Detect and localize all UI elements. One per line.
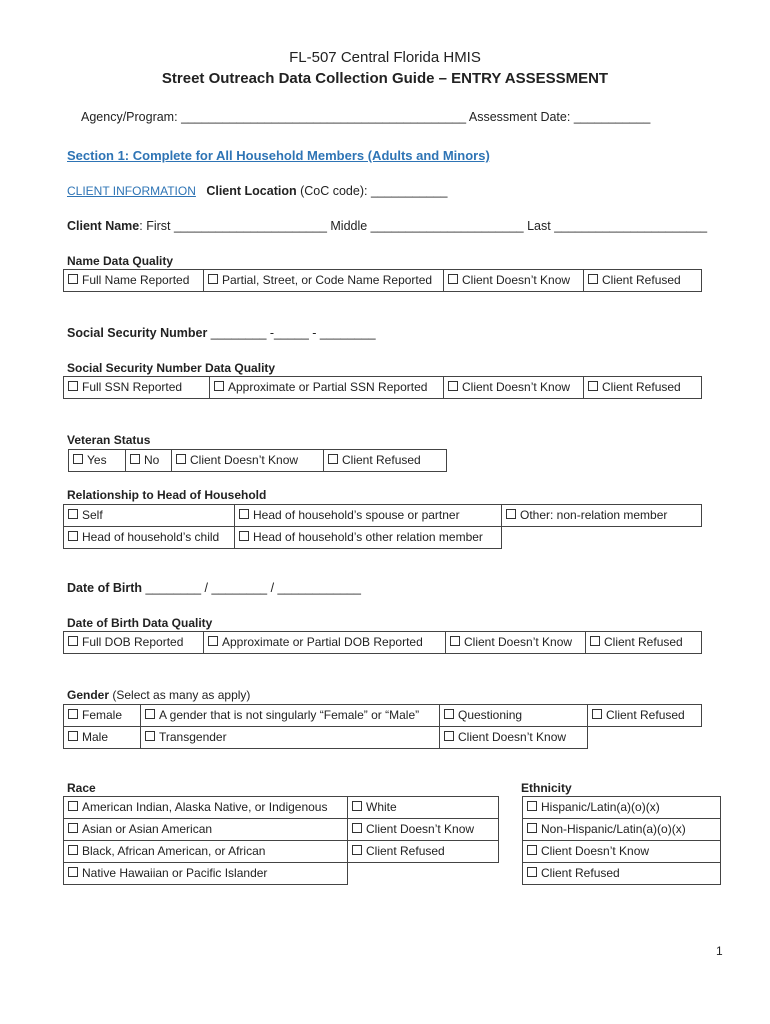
- assessment-date-label: Assessment Date:: [468, 110, 571, 124]
- relationship-option[interactable]: Head of household’s other relation member: [235, 527, 502, 549]
- checkbox-icon[interactable]: [448, 381, 458, 391]
- gender-hint: (Select as many as apply): [109, 688, 251, 702]
- relationship-option[interactable]: Head of household’s child: [64, 527, 235, 549]
- checkbox-icon[interactable]: [176, 454, 186, 464]
- checkbox-icon[interactable]: [73, 454, 83, 464]
- ssn-field[interactable]: ________ -_____ - ________: [207, 326, 376, 340]
- checkbox-icon[interactable]: [450, 636, 460, 646]
- ssn-dq-option[interactable]: Approximate or Partial SSN Reported: [210, 377, 444, 399]
- checkbox-icon[interactable]: [68, 823, 78, 833]
- client-information-link[interactable]: CLIENT INFORMATION: [67, 184, 196, 198]
- veteran-option[interactable]: No: [126, 450, 172, 472]
- dob-dq-option[interactable]: Full DOB Reported: [64, 632, 204, 654]
- empty-cell: [502, 527, 702, 549]
- checkbox-icon[interactable]: [448, 274, 458, 284]
- checkbox-icon[interactable]: [444, 731, 454, 741]
- veteran-option[interactable]: Client Doesn’t Know: [172, 450, 324, 472]
- race-option[interactable]: Black, African American, or African: [64, 841, 348, 863]
- checkbox-icon[interactable]: [590, 636, 600, 646]
- checkbox-icon[interactable]: [68, 636, 78, 646]
- ssn-dq-option[interactable]: Client Doesn’t Know: [444, 377, 584, 399]
- name-dq-option[interactable]: Client Doesn’t Know: [444, 270, 584, 292]
- checkbox-icon[interactable]: [352, 823, 362, 833]
- checkbox-icon[interactable]: [214, 381, 224, 391]
- race-option[interactable]: American Indian, Alaska Native, or Indigenous: [64, 797, 348, 819]
- checkbox-icon[interactable]: [68, 867, 78, 877]
- empty-cell: [588, 727, 702, 749]
- dob-label: Date of Birth: [67, 581, 142, 595]
- relationship-option[interactable]: Self: [64, 505, 235, 527]
- ssn-dq-heading: Social Security Number Data Quality: [67, 361, 276, 375]
- checkbox-icon[interactable]: [68, 381, 78, 391]
- checkbox-icon[interactable]: [527, 867, 537, 877]
- name-dq-heading: Name Data Quality: [67, 254, 174, 268]
- checkbox-icon[interactable]: [328, 454, 338, 464]
- gender-option[interactable]: Questioning: [440, 705, 588, 727]
- checkbox-icon[interactable]: [68, 531, 78, 541]
- client-location-label: Client Location: [206, 184, 297, 198]
- name-dq-option[interactable]: Partial, Street, or Code Name Reported: [204, 270, 444, 292]
- checkbox-icon[interactable]: [352, 845, 362, 855]
- race-heading: Race: [67, 781, 96, 795]
- gender-heading-line: [67, 688, 250, 702]
- veteran-option[interactable]: Client Refused: [324, 450, 447, 472]
- client-name-label: Client Name: [67, 219, 140, 233]
- checkbox-icon[interactable]: [506, 509, 516, 519]
- checkbox-icon[interactable]: [588, 274, 598, 284]
- checkbox-icon[interactable]: [68, 801, 78, 811]
- veteran-table: [68, 449, 447, 472]
- agency-field[interactable]: _________________________________________: [181, 110, 467, 124]
- gender-option[interactable]: Female: [64, 705, 141, 727]
- race-option[interactable]: Native Hawaiian or Pacific Islander: [64, 863, 348, 885]
- checkbox-icon[interactable]: [130, 454, 140, 464]
- name-dq-table: [63, 269, 702, 292]
- checkbox-icon[interactable]: [68, 845, 78, 855]
- veteran-option[interactable]: Yes: [69, 450, 126, 472]
- ethnicity-table: [522, 796, 721, 885]
- checkbox-icon[interactable]: [592, 709, 602, 719]
- ssn-dq-option[interactable]: Full SSN Reported: [64, 377, 210, 399]
- checkbox-icon[interactable]: [527, 801, 537, 811]
- relationship-option[interactable]: Other: non-relation member: [502, 505, 702, 527]
- ssn-line: [67, 326, 376, 340]
- dob-dq-heading: Date of Birth Data Quality: [67, 616, 213, 630]
- ethnicity-option[interactable]: Hispanic/Latin(a)(o)(x): [523, 797, 721, 819]
- checkbox-icon[interactable]: [588, 381, 598, 391]
- checkbox-icon[interactable]: [239, 509, 249, 519]
- gender-option[interactable]: A gender that is not singularly “Female” or “Male”: [141, 705, 440, 727]
- checkbox-icon[interactable]: [68, 274, 78, 284]
- client-name-fields[interactable]: : First ______________________ Middle ______________________ Last ______________________: [139, 219, 708, 233]
- ethnicity-option[interactable]: Client Refused: [523, 863, 721, 885]
- race-option[interactable]: Asian or Asian American: [64, 819, 348, 841]
- checkbox-icon[interactable]: [239, 531, 249, 541]
- checkbox-icon[interactable]: [145, 731, 155, 741]
- form-subtitle: Street Outreach Data Collection Guide – ENTRY ASSESSMENT: [161, 70, 609, 87]
- ssn-dq-option[interactable]: Client Refused: [584, 377, 702, 399]
- agency-label: Agency/Program:: [81, 110, 178, 124]
- dob-dq-option[interactable]: Client Refused: [586, 632, 702, 654]
- client-name-line: [67, 219, 707, 233]
- client-location-field[interactable]: (CoC code): ___________: [296, 184, 448, 198]
- name-dq-option[interactable]: Full Name Reported: [64, 270, 204, 292]
- dob-field[interactable]: ________ / ________ / ____________: [142, 581, 361, 595]
- ethnicity-option[interactable]: Non-Hispanic/Latin(a)(o)(x): [523, 819, 721, 841]
- dob-dq-option[interactable]: Client Doesn’t Know: [446, 632, 586, 654]
- checkbox-icon[interactable]: [68, 709, 78, 719]
- gender-option[interactable]: Client Doesn’t Know: [440, 727, 588, 749]
- dob-line: [67, 581, 361, 595]
- relationship-option[interactable]: Head of household’s spouse or partner: [235, 505, 502, 527]
- race-option[interactable]: Client Doesn’t Know: [348, 819, 499, 841]
- veteran-heading: Veteran Status: [67, 433, 151, 447]
- page-number: 1: [716, 944, 723, 958]
- checkbox-icon[interactable]: [68, 731, 78, 741]
- gender-heading: Gender: [67, 688, 110, 702]
- relationship-heading: Relationship to Head of Household: [67, 488, 267, 502]
- section1-title[interactable]: Section 1: Complete for All Household Members (Adults and Minors): [67, 148, 490, 163]
- race-table: [63, 796, 499, 885]
- gender-table: [63, 704, 702, 749]
- name-dq-option[interactable]: Client Refused: [584, 270, 702, 292]
- checkbox-icon[interactable]: [68, 509, 78, 519]
- form-title: FL-507 Central Florida HMIS: [289, 49, 481, 66]
- relationship-table: [63, 504, 702, 549]
- ssn-dq-table: [63, 376, 702, 399]
- checkbox-icon[interactable]: [208, 274, 218, 284]
- checkbox-icon[interactable]: [145, 709, 155, 719]
- ethnicity-option[interactable]: Client Doesn’t Know: [523, 841, 721, 863]
- gender-option[interactable]: Transgender: [141, 727, 440, 749]
- ethnicity-heading: Ethnicity: [521, 781, 572, 795]
- checkbox-icon[interactable]: [208, 636, 218, 646]
- race-option[interactable]: Client Refused: [348, 841, 499, 863]
- checkbox-icon[interactable]: [352, 801, 362, 811]
- checkbox-icon[interactable]: [527, 823, 537, 833]
- ssn-label: Social Security Number: [67, 326, 208, 340]
- checkbox-icon[interactable]: [444, 709, 454, 719]
- race-option[interactable]: White: [348, 797, 499, 819]
- client-info-line: [67, 184, 447, 198]
- empty-cell: [348, 863, 499, 885]
- assessment-date-field[interactable]: ___________: [573, 110, 651, 124]
- dob-dq-option[interactable]: Approximate or Partial DOB Reported: [204, 632, 446, 654]
- dob-dq-table: [63, 631, 702, 654]
- gender-option[interactable]: Client Refused: [588, 705, 702, 727]
- gender-option[interactable]: Male: [64, 727, 141, 749]
- checkbox-icon[interactable]: [527, 845, 537, 855]
- agency-line: [81, 110, 650, 124]
